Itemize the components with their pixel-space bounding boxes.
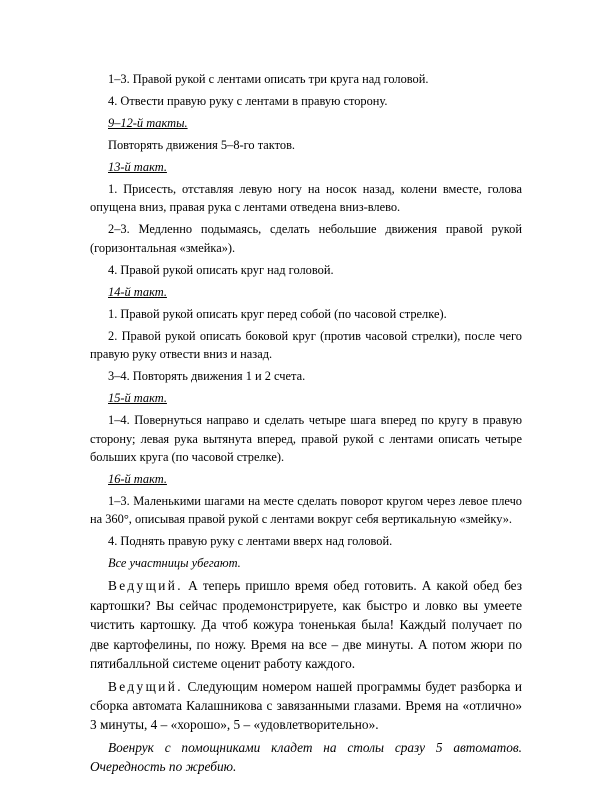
section-heading: 13-й такт.: [108, 160, 167, 174]
paragraph: 2. Правой рукой описать боковой круг (против часовой стрелки), после чего правую руку отвести вниз и назад.: [90, 328, 522, 362]
paragraph: 2–3. Медленно подымаясь, сделать небольшие движения правой рукой (горизонтальная «змейка»).: [90, 222, 522, 255]
section-heading: 16-й такт.: [108, 472, 167, 487]
paragraph: 1. Присесть, отставляя левую ногу на носок назад, колени вместе, голова опущена вниз, правая рука с лентами отведена вниз-влево.: [90, 182, 522, 215]
document-page: [90, 70, 522, 780]
section-heading: 15-й такт.: [108, 391, 167, 406]
stage-direction: Военрук с помощниками кладет на столы сразу 5 автоматов. Очередность по жребию.: [90, 740, 522, 775]
paragraph: 4. Правой рукой описать круг над головой.: [108, 262, 334, 277]
paragraph: 4. Поднять правую руку с лентами вверх над головой.: [108, 534, 393, 549]
dialog-text: Следующим номером нашей программы будет разборка и сборка автомата Калашникова с завязанными глазами. Время на «отлично» 3 минуты, 4 – «хорошо», 5 – «удовлетворительно».: [90, 678, 522, 733]
speaker-name: Ведущий.: [108, 578, 184, 594]
paragraph: 4. Отвести правую руку с лентами в правую сторону.: [108, 94, 388, 108]
stage-direction: Все участницы убегают.: [108, 556, 241, 571]
dialog-paragraph: [90, 576, 522, 673]
paragraph: 1–3. Маленькими шагами на месте сделать поворот кругом через левое плечо на 360°, описывая правой рукой с лентами вокруг себя вертикальную «змейку».: [90, 494, 522, 527]
dialog-paragraph: [90, 677, 522, 735]
paragraph: 1. Правой рукой описать круг перед собой (по часовой стрелке).: [108, 306, 447, 321]
speaker-name: Ведущий.: [108, 678, 184, 694]
dialog-text: А теперь пришло время обед готовить. А какой обед без картошки? Вы сейчас продемонстрируете, как быстро и ловко вы умеете чистить картошку. Да чтоб кожура тоненькая была! Каждый получает по две картофелины, по ножу. Время на все – две минуты. А потом жюри по пятибалльной системе оценит работу каждого.: [90, 578, 522, 672]
section-heading: 14-й такт.: [108, 284, 167, 299]
paragraph: 3–4. Повторять движения 1 и 2 счета.: [108, 369, 306, 384]
paragraph: Повторять движения 5–8-го тактов.: [108, 138, 296, 152]
paragraph: 1–3. Правой рукой с лентами описать три круга над головой.: [108, 72, 429, 86]
paragraph: 1–4. Повернуться направо и сделать четыре шага вперед по кругу в правую сторону; левая рука вытянута вперед, правой рукой с лентами описать четыре больших круга (по часовой стрелке).: [90, 413, 522, 465]
section-heading: 9–12-й такты.: [108, 116, 188, 130]
